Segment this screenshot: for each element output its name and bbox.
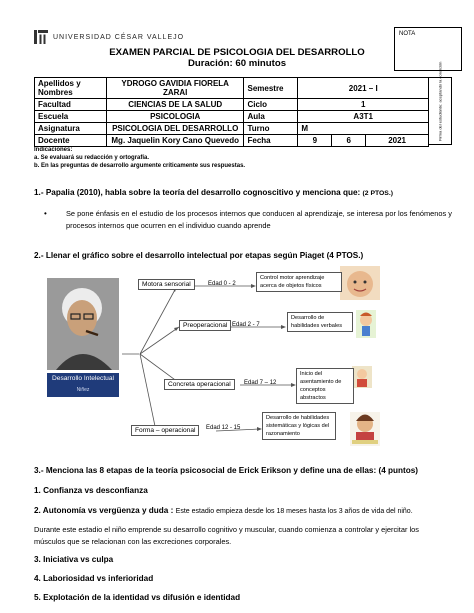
signature-label: Firma del estudiante: aceptando la condición bbox=[437, 61, 443, 141]
apellidos-label: Apellidos y Nombres bbox=[35, 78, 107, 99]
erikson-stage-3: 3. Iniciativa vs culpa bbox=[34, 555, 114, 564]
child-drawing-3 bbox=[352, 366, 372, 388]
turno-label: Turno bbox=[244, 123, 298, 135]
piaget-portrait bbox=[47, 278, 119, 370]
stage-2-age: Edad 2 - 7 bbox=[232, 322, 260, 328]
exam-duration: Duración: 60 minutos bbox=[187, 58, 287, 69]
erikson-stage-1: 1. Confianza vs desconfianza bbox=[34, 486, 148, 495]
stage-3-desc: Inicio del asentamiento de conceptos abstractos bbox=[296, 368, 354, 404]
signature-box bbox=[429, 61, 452, 145]
fecha-label: Fecha bbox=[244, 135, 298, 147]
question-2: 2.- Llenar el gráfico sobre el desarrollo intelectual por etapas según Piaget (4 PTOS.) bbox=[34, 251, 364, 260]
student-info-table bbox=[34, 77, 429, 147]
root-node-label: Desarrollo Intelectual bbox=[52, 375, 114, 382]
grade-label: NOTA bbox=[399, 31, 416, 37]
aula-value: A3T1 bbox=[298, 111, 429, 123]
child-drawing-2 bbox=[356, 310, 376, 338]
indication-b: b. En las preguntas de desarrollo argumente críticamente sus respuestas. bbox=[34, 163, 246, 169]
university-name: UNIVERSIDAD CÉSAR VALLEJO bbox=[53, 33, 185, 41]
erikson-stage-5: 5. Explotación de la identidad vs difusión e identidad bbox=[34, 593, 241, 602]
semestre-value: 2021 – I bbox=[298, 78, 429, 99]
question-1-answer: Se pone énfasis en el estudio de los procesos internos que conducen al aprendizaje, se interesa por los fenómenos y procesos internos que ocurren en el individuo cuando aprende bbox=[66, 209, 452, 230]
docente-label: Docente bbox=[35, 135, 107, 147]
question-1 bbox=[34, 188, 393, 197]
erikson-stage-2-desc: Este estadio empieza desde los 18 meses hasta los 3 años de vida del niño. bbox=[175, 508, 413, 515]
question-1-points: (2 PTOS.) bbox=[362, 190, 393, 197]
stage-1-name: Motora sensorial bbox=[138, 279, 195, 290]
root-node-sub: Niñez bbox=[76, 387, 90, 393]
university-logo-icon bbox=[34, 30, 48, 44]
stage-3-age: Edad 7 – 12 bbox=[244, 380, 277, 386]
erikson-stage-2 bbox=[34, 506, 413, 515]
question-1-text: 1.- Papalia (2010), habla sobre la teoría del desarrollo cognoscitivo y menciona que: bbox=[34, 188, 361, 197]
university-logo bbox=[34, 30, 184, 44]
child-photo-1 bbox=[340, 266, 380, 300]
stage-3-name: Concreta operacional bbox=[164, 379, 235, 390]
child-photo-4 bbox=[350, 412, 380, 446]
erikson-stage-2-paragraph: Durante este estadio el niño emprende su desarrollo cognitivo y muscular, cuando comienza a controlar y ejercitar los músculos que se relacionan con las excreciones corporales. bbox=[34, 525, 419, 546]
bullet-icon: • bbox=[44, 209, 47, 218]
facultad-label: Facultad bbox=[35, 99, 107, 111]
exam-title: EXAMEN PARCIAL DE PSICOLOGIA DEL DESARROLLO bbox=[109, 47, 365, 58]
fecha-day: 9 bbox=[298, 135, 332, 147]
docente-value: Mg. Jaquelin Kory Cano Quevedo bbox=[106, 135, 244, 147]
escuela-label: Escuela bbox=[35, 111, 107, 123]
fecha-month: 6 bbox=[332, 135, 366, 147]
asignatura-value: PSICOLOGIA DEL DESARROLLO bbox=[106, 123, 244, 135]
turno-value: M bbox=[298, 123, 429, 135]
escuela-value: PSICOLOGIA bbox=[106, 111, 244, 123]
indication-a: a. Se evaluará su redacción y ortografía. bbox=[34, 155, 150, 161]
stage-4-age: Edad 12 - 15 bbox=[206, 425, 241, 431]
stage-1-age: Edad 0 - 2 bbox=[208, 281, 236, 287]
stage-4-desc: Desarrollo de habilidades sistemáticas y lógicas del razonamiento bbox=[262, 412, 336, 440]
indications-heading: Indicaciones: bbox=[34, 147, 73, 153]
fecha-year: 2021 bbox=[366, 135, 429, 147]
stage-1-desc: Control motor aprendizaje acerca de objetos físicos bbox=[256, 272, 342, 292]
facultad-value: CIENCIAS DE LA SALUD bbox=[106, 99, 244, 111]
ciclo-value: 1 bbox=[298, 99, 429, 111]
apellidos-value: YDROGO GAVIDIA FIORELA ZARAI bbox=[106, 78, 244, 99]
stage-4-name: Forma – operacional bbox=[131, 425, 199, 436]
aula-label: Aula bbox=[244, 111, 298, 123]
diagram-connectors bbox=[34, 266, 454, 446]
asignatura-label: Asignatura bbox=[35, 123, 107, 135]
question-3: 3.- Menciona las 8 etapas de la teoría psicosocial de Erick Erikson y define una de ellas: (4 puntos) bbox=[34, 466, 419, 475]
erikson-stage-4: 4. Laboriosidad vs inferioridad bbox=[34, 574, 154, 583]
semestre-label: Semestre bbox=[244, 78, 298, 99]
stage-2-name: Preoperacional bbox=[179, 320, 231, 331]
stage-2-desc: Desarrollo de habilidades verbales bbox=[287, 312, 353, 332]
erikson-stage-2-label: 2. Autonomía vs vergüenza y duda : bbox=[34, 506, 174, 515]
piaget-diagram bbox=[34, 266, 454, 446]
ciclo-label: Ciclo bbox=[244, 99, 298, 111]
